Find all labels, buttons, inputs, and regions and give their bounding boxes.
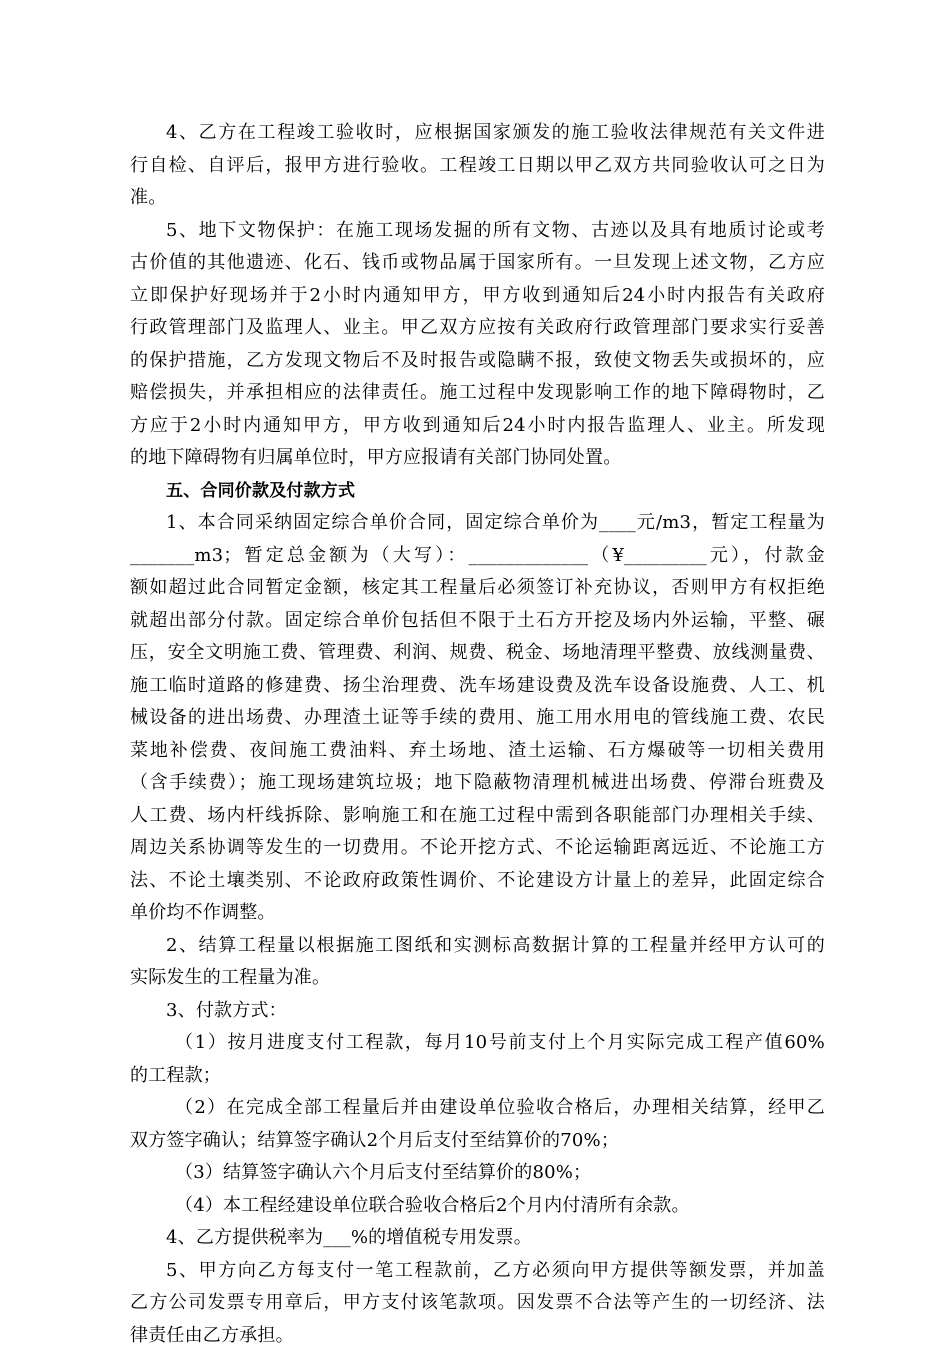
text-line: 2、结算工程量以根据施工图纸和实测标高数据计算的工程量并经甲方认可的 <box>130 930 825 963</box>
text-line: 就超出部分付款。固定综合单价包括但不限于土石方开挖及场内外运输，平整、碾 <box>130 605 825 638</box>
text-line: 方应于2小时内通知甲方，甲方收到通知后24小时内报告监理人、业主。所发现 <box>130 410 825 443</box>
text-line: （1）按月进度支付工程款，每月10号前支付上个月实际完成工程产值60% <box>130 1027 825 1060</box>
text-line: 实际发生的工程量为准。 <box>130 962 825 995</box>
text-line: （3）结算签字确认六个月后支付至结算价的80%； <box>130 1157 825 1190</box>
text-line: 械设备的进出场费、办理渣土证等手续的费用、施工用水用电的管线施工费、农民 <box>130 702 825 735</box>
text-line: 4、乙方提供税率为___%的增值税专用发票。 <box>130 1222 825 1255</box>
document-page <box>130 117 825 1352</box>
text-line: 的保护措施，乙方发现文物后不及时报告或隐瞒不报，致使文物丢失或损坏的，应 <box>130 345 825 378</box>
text-line: 人工费、场内杆线拆除、影响施工和在施工过程中需到各职能部门办理相关手续、 <box>130 800 825 833</box>
text-line: 1、本合同采纳固定综合单价合同，固定综合单价为____元/m3，暂定工程量为 <box>130 507 825 540</box>
text-line: （2）在完成全部工程量后并由建设单位验收合格后，办理相关结算，经甲乙 <box>130 1092 825 1125</box>
text-line: 周边关系协调等发生的一切费用。不论开挖方式、不论运输距离远近、不论施工方 <box>130 832 825 865</box>
text-line: 赔偿损失，并承担相应的法律责任。施工过程中发现影响工作的地下障碍物时，乙 <box>130 377 825 410</box>
text-line: 5、地下文物保护：在施工现场发掘的所有文物、古迹以及具有地质讨论或考 <box>130 215 825 248</box>
text-line: （4）本工程经建设单位联合验收合格后2个月内付清所有余款。 <box>130 1190 825 1223</box>
text-line: 菜地补偿费、夜间施工费油料、弃土场地、渣土运输、石方爆破等一切相关费用 <box>130 735 825 768</box>
text-line: 压，安全文明施工费、管理费、利润、规费、税金、场地清理平整费、放线测量费、 <box>130 637 825 670</box>
text-line: 5、甲方向乙方每支付一笔工程款前，乙方必须向甲方提供等额发票，并加盖 <box>130 1255 825 1288</box>
text-line: 法、不论土壤类别、不论政府政策性调价、不论建设方计量上的差异，此固定综合 <box>130 865 825 898</box>
text-line: 律责任由乙方承担。 <box>130 1320 825 1352</box>
text-line: 施工临时道路的修建费、扬尘治理费、洗车场建设费及洗车设备设施费、人工、机 <box>130 670 825 703</box>
text-line: 立即保护好现场并于2小时内通知甲方，甲方收到通知后24小时内报告有关政府 <box>130 280 825 313</box>
text-line: 的工程款； <box>130 1060 825 1093</box>
text-line: 双方签字确认；结算签字确认2个月后支付至结算价的70%； <box>130 1125 825 1158</box>
text-line: 准。 <box>130 182 825 215</box>
text-line: 行自检、自评后，报甲方进行验收。工程竣工日期以甲乙双方共同验收认可之日为 <box>130 150 825 183</box>
text-line: 乙方公司发票专用章后，甲方支付该笔款项。因发票不合法等产生的一切经济、法 <box>130 1287 825 1320</box>
text-line: 单价均不作调整。 <box>130 897 825 930</box>
text-line: 古价值的其他遗迹、化石、钱币或物品属于国家所有。一旦发现上述文物，乙方应 <box>130 247 825 280</box>
text-line: 行政管理部门及监理人、业主。甲乙双方应按有关政府行政管理部门要求实行妥善 <box>130 312 825 345</box>
text-line: 4、乙方在工程竣工验收时，应根据国家颁发的施工验收法律规范有关文件进 <box>130 117 825 150</box>
text-line: 的地下障碍物有归属单位时，甲方应报请有关部门协同处置。 <box>130 442 825 475</box>
text-line: 3、付款方式： <box>130 995 825 1028</box>
text-line: （含手续费）；施工现场建筑垃圾；地下隐蔽物清理机械进出场费、停滞台班费及 <box>130 767 825 800</box>
text-line: 额如超过此合同暂定金额，核定其工程量后必须签订补充协议，否则甲方有权拒绝 <box>130 572 825 605</box>
text-line: _______m3；暂定总金额为（大写）：_____________（¥_________元），付款金 <box>130 540 825 573</box>
section-heading: 五、合同价款及付款方式 <box>130 475 825 508</box>
